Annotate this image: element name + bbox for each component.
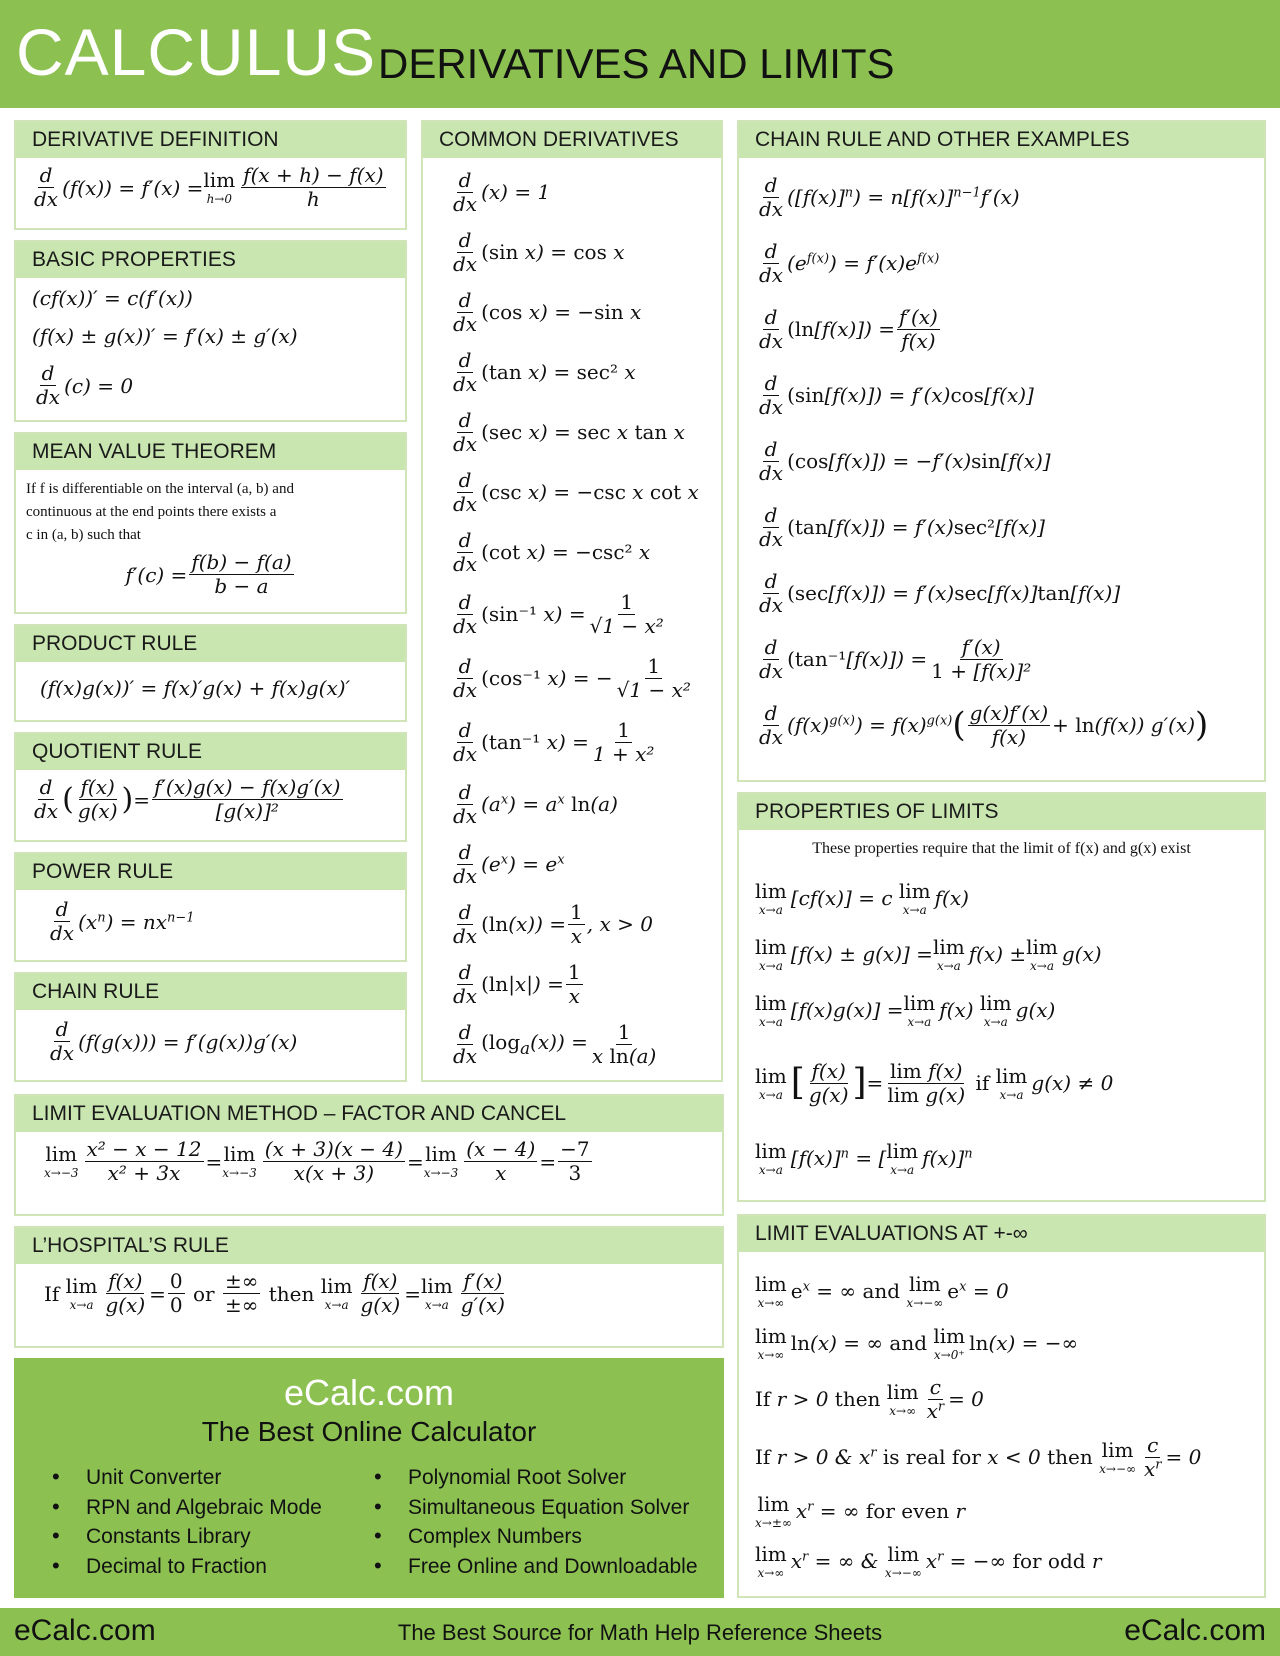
- section-title: COMMON DERIVATIVES: [423, 122, 721, 158]
- section-title: PROPERTIES OF LIMITS: [739, 794, 1264, 830]
- promo-tagline: The Best Online Calculator: [201, 1416, 537, 1447]
- chain-rule-examples-box: [737, 120, 1266, 782]
- list-item: • Polynomial Root Solver: [356, 1466, 698, 1496]
- power-rule-box: [14, 852, 407, 962]
- header-banner: [0, 0, 1280, 108]
- limits-content: These properties require that the limit of f(x) and g(x) exist lim x→a [cf(x)] = c lim x→a f(x) lim x→a [f(x) ± g(x)] = lim x→a f(x) ± lim x→a g(x) lim x→a [f(x)g(x)] = lim x→a f(x) lim x→a g(x) lim x→a [ $\frac{f(x)}{g(x)}$ ] = $\frac{\text{lim f(x)}}{\text{lim g(x)}}$ if lim x→a g(x) ≠ 0 lim x→a $[f(x)]^n$ = [ lim x→a f(x)]$^n$: [739, 830, 1264, 1194]
- section-title: LIMIT EVALUATIONS AT +-∞: [739, 1216, 1264, 1252]
- derivative-definition-box: [14, 120, 407, 230]
- lhospital-box: [14, 1226, 724, 1348]
- product-rule-box: [14, 624, 407, 722]
- section-title: BASIC PROPERTIES: [16, 242, 405, 278]
- limits-note: These properties require that the limit of f(x) and g(x) exist: [812, 840, 1191, 857]
- formula: lim x→−3 $\frac{\text{x² − x − 12}}{\text{x² + 3x}}$ = lim x→−3 $\frac{(x + 3)(x - 4)}{x(x + 3)}$ = lim x→−3 $\frac{(x - 4)}{x}$ = $\frac{-7}{3}$: [44, 1137, 590, 1185]
- mvt-line: c in (a, b) such that: [26, 527, 141, 543]
- chain-rule-box: [14, 972, 407, 1082]
- formula: (cf(x))′ = c(f′(x)) (f(x) ± g(x))′ = f′(x) ± g′(x) $\frac{d}{dx}$ (c) = 0: [32, 286, 298, 409]
- section-title: QUOTIENT RULE: [16, 734, 405, 770]
- feature-list-left: [34, 1466, 322, 1584]
- footer-tagline: The Best Source for Math Help Reference Sheets: [397, 1620, 883, 1645]
- section-title: CHAIN RULE: [16, 974, 405, 1010]
- properties-of-limits-box: [737, 792, 1266, 1202]
- formula: (f(x)g(x))′ = f(x)′g(x) + f(x)g(x)′: [40, 676, 351, 700]
- ecalc-promo: [14, 1358, 724, 1598]
- formula: $\frac{d}{dx}$ (f(g(x))) = f′(g(x))g′(x): [50, 1017, 298, 1065]
- section-title: PRODUCT RULE: [16, 626, 405, 662]
- list-item: • RPN and Algebraic Mode: [34, 1496, 322, 1526]
- formula: $\frac{d}{dx}$ (f(x)) = f′(x) = lim h→0 $\frac{f(x + h) - f(x)}{h}$: [34, 163, 384, 211]
- list-item: • Decimal to Fraction: [34, 1555, 322, 1585]
- mean-value-theorem-box: [14, 432, 407, 614]
- list-item: • Unit Converter: [34, 1466, 322, 1496]
- formula-list: $\frac{d}{dx}$ (x) = 1 $\frac{d}{dx}$ (sin x) = cos x $\frac{d}{dx}$ (cos x) = −sin x $\frac{d}{dx}$ (tan x) = sec² x $\frac{d}{dx}$ (sec x) = sec x tan x $\frac{d}{dx}$ (csc x) = −csc x cot x $\frac{d}{dx}$ (cot x) = −csc² x $\frac{d}{dx}$ (sin⁻¹ x) = $\frac{1}{\text{√1 − x²}}$ $\frac{d}{dx}$ (cos⁻¹ x) = − $\frac{1}{\text{√1 − x²}}$ $\frac{d}{dx}$ (tan⁻¹ x) = $\frac{1}{\text{1 + x²}}$ $\frac{d}{dx}$ $(a^x) = a^x$ ln(a) $\frac{d}{dx}$ $(e^x) = e^x$ $\frac{d}{dx}$ (ln(x)) = $\frac{1}{x}$ , x > 0 $\frac{d}{dx}$ (ln|x|) = $\frac{1}{x}$ $\frac{d}{dx}$ $(\log_a(x))$ = $\frac{1}{\text{x ln(a)}}$: [453, 167, 699, 1068]
- list-item: • Simultaneous Equation Solver: [356, 1496, 698, 1526]
- page-title: CALCULUS: [16, 15, 377, 89]
- basic-properties-box: [14, 240, 407, 422]
- section-title: CHAIN RULE AND OTHER EXAMPLES: [739, 122, 1264, 158]
- feature-list-right: [356, 1466, 698, 1584]
- page-subtitle: DERIVATIVES AND LIMITS: [378, 40, 895, 87]
- section-title: DERIVATIVE DEFINITION: [16, 122, 405, 158]
- formula: $\frac{d}{dx}$ $(x^n) = nx^{n-1}$: [50, 897, 195, 945]
- mvt-line: continuous at the end points there exists a: [26, 504, 277, 520]
- promo-site: eCalc.com: [283, 1372, 455, 1413]
- section-title: POWER RULE: [16, 854, 405, 890]
- footer-site-right[interactable]: eCalc.com: [1124, 1614, 1266, 1647]
- footer-site-left[interactable]: eCalc.com: [14, 1614, 156, 1647]
- formula: If lim x→a $\frac{f(x)}{g(x)}$ = $\frac{0}{0}$ or $\frac{\pm\infty}{\pm\infty}$ then lim x→a $\frac{f(x)}{g(x)}$ = lim x→a $\frac{f'(x)}{g'(x)}$: [44, 1269, 505, 1317]
- formula-list: lim x→∞ $e^x$ = ∞ and lim x→−∞ $e^x = 0$ lim x→∞ ln(x) = ∞ and lim x→0⁺ ln(x) = −∞ If r > 0 then lim x→∞ $\frac{c}{x^r}$ = 0 If r > 0 & $x^r$ is real for x < 0 then lim x→−∞ $\frac{c}{x^r}$ = 0 lim x→±∞ $x^r$ = ∞ for even r lim x→∞ $x^r$ = ∞ & lim x→−∞ $x^r$ = −∞ for odd r: [755, 1271, 1202, 1580]
- limits-at-infinity-box: [737, 1214, 1266, 1598]
- list-item: • Constants Library: [34, 1525, 322, 1555]
- limit-evaluation-box: [14, 1094, 724, 1216]
- common-derivatives-box: [421, 120, 723, 1082]
- mvt-line: If f is differentiable on the interval (a, b) and: [26, 481, 294, 497]
- formula: $\frac{d}{dx}$ ( $\frac{f(x)}{g(x)}$ ) = $\frac{f'(x)g(x) - f(x)g'(x)}{\text{[g(x)]²}}$: [34, 775, 341, 823]
- list-item: • Free Online and Downloadable: [356, 1555, 698, 1585]
- section-title: LIMIT EVALUATION METHOD – FACTOR AND CANCEL: [16, 1096, 722, 1132]
- section-title: MEAN VALUE THEOREM: [16, 434, 405, 470]
- list-item: • Complex Numbers: [356, 1525, 698, 1555]
- theorem-text: If f is differentiable on the interval (a, b) and continuous at the end points there exists a c in (a, b) such that f′(c) = $\frac{f(b) - f(a)}{b - a}$: [16, 470, 405, 606]
- section-title: L’HOSPITAL’S RULE: [16, 1228, 722, 1264]
- footer-banner: [0, 1608, 1280, 1656]
- quotient-rule-box: [14, 732, 407, 842]
- formula-list: $\frac{d}{dx}$ $([f(x)]^n) = n[f(x)]^{n-1}f'(x)$ $\frac{d}{dx}$ $(e^{f(x)}) = f'(x)e^{f(x)}$ $\frac{d}{dx}$ (ln[f(x)]) = $\frac{f'(x)}{f(x)}$ $\frac{d}{dx}$ (sin[f(x)]) = f′(x)cos[f(x)] $\frac{d}{dx}$ (cos[f(x)]) = −f′(x)sin[f(x)] $\frac{d}{dx}$ (tan[f(x)]) = f′(x)sec²[f(x)] $\frac{d}{dx}$ (sec[f(x)]) = f′(x)sec[f(x)]tan[f(x)] $\frac{d}{dx}$ (tan⁻¹[f(x)]) = $\frac{f'(x)}{\text{1 + [f(x)]²}}$ $\frac{d}{dx}$ $(f(x)^{g(x)}) = f(x)^{g(x)}$ ( $\frac{g(x)f'(x)}{f(x)}$ + ln(f(x)) g′(x) ): [759, 172, 1209, 749]
